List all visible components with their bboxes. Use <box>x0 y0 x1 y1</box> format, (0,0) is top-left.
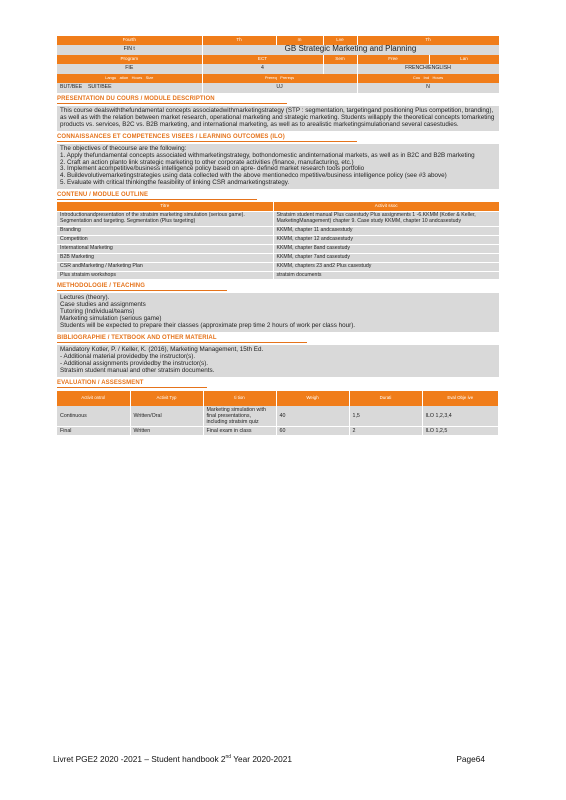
header-label: Fourth <box>57 36 202 45</box>
header-label: Hours <box>131 75 143 80</box>
section-title-presentation: PRESENTATION DU COURS / MODULE DESCRIPTION <box>57 96 287 104</box>
header-label: Lve <box>323 36 357 45</box>
evaluation-cell: Marketing simulation with final presentations, including stratsim quiz <box>203 406 276 427</box>
presentation-paragraph: This course dealswiththefundamental concepts associatedwithmarketingstrategy (STP : segmentation, targetingand positioning Plus competition, branding), as well as with the relation between market research, operational marketing and strategic marketing. Students willapply the theoretical concepts tomarketing products vs. services, B2C vs. B2B marketing, and international marketing, as well as to arealistic marketingsimulationand several casestudies. <box>60 107 495 128</box>
header-label: Program <box>57 55 202 64</box>
table-row <box>57 244 499 253</box>
table-row <box>57 226 499 235</box>
section-title-content: CONTENU / MODULE OUTLINE <box>57 192 257 200</box>
empty-cell <box>323 64 357 74</box>
bibliography-line: Mandatory Kotler, P. / Keller, K. (2016), Marketing Management, 15th Ed. <box>60 345 264 353</box>
header-row-6 <box>57 83 499 93</box>
hours-value: BUT/BEE <box>60 84 83 90</box>
methodology-line: Tutoring (Individual/teams) <box>60 308 135 316</box>
evaluation-cell: 60 <box>276 426 349 435</box>
evaluation-table <box>57 391 499 436</box>
header-label: Lan <box>429 55 499 64</box>
header-label: Prereq <box>264 75 277 80</box>
bibliography-list <box>57 345 499 377</box>
header-label: Langu <box>105 75 117 80</box>
content-topic: CSR andMarketing / Marketing Plan <box>57 262 273 271</box>
header-label: Prereqs <box>280 75 295 80</box>
header-row-3 <box>57 55 499 64</box>
page-footer <box>53 754 485 764</box>
ects-value: 4 <box>202 64 323 74</box>
hours-cell <box>57 83 202 93</box>
evaluation-cell: 40 <box>276 406 349 427</box>
evaluation-cell: 1,5 <box>349 406 422 427</box>
language-value: FRENCH/ENGLISH <box>357 64 499 74</box>
table-row <box>57 426 499 435</box>
outcome-line: 5. Evaluate with critical thinkingthe feasibility of linking CSR andmarketingstrategy. <box>60 179 290 187</box>
table-row <box>57 212 499 227</box>
evaluation-header: Durati <box>349 391 422 406</box>
outcome-line: 1. Apply thefundamental concepts associated withmarketingstrategy, bothondomestic andinternational markets, as well as in B2C and B2B marketing <box>60 151 475 159</box>
header-row-5 <box>57 74 499 83</box>
presentation-text <box>57 106 499 131</box>
evaluation-cell: ILO 1,2,3,4 <box>422 406 499 427</box>
outcome-line: 2. Craft an action planto link strategic marketing to other corporate activities (finance, manufacturing, etc.) <box>60 158 354 166</box>
header-label: Th <box>202 36 276 45</box>
header-row-2 <box>57 45 499 55</box>
table-row <box>57 406 499 427</box>
methodology-line: Marketing simulation (serious game) <box>60 315 162 323</box>
header-label: ECT <box>202 55 323 64</box>
section-title-bibliography: BIBLIOGRAPHIE / TEXTBOOK AND OTHER MATERIAL <box>57 335 307 343</box>
content-header: Titre <box>57 202 273 212</box>
evaluation-cell: ILO 1,2,5 <box>422 426 499 435</box>
evaluation-cell: Written/Oral <box>130 406 203 427</box>
header-row-1 <box>57 36 499 45</box>
header-label <box>202 74 357 83</box>
header-label: m <box>276 36 323 45</box>
evaluation-cell: Written <box>130 426 203 435</box>
course-header-table <box>57 36 500 93</box>
content-topic: Plus stratsim workshops <box>57 271 273 280</box>
evaluation-header-row <box>57 391 499 406</box>
footer-text: Livret PGE2 2020 -2021 – Student handbook 2 <box>53 754 226 764</box>
content-activity: KKMM, chapters 23 and2 Plus casestudy <box>273 262 499 271</box>
content-header: Activit ssoc <box>273 202 499 212</box>
evaluation-header: Eval Obje ive <box>422 391 499 406</box>
course-title: GB Strategic Marketing and Planning <box>202 45 499 55</box>
evaluation-cell: Continuous <box>57 406 130 427</box>
evaluation-header: Weigh <box>276 391 349 406</box>
evaluation-cell: Final exam in class <box>203 426 276 435</box>
outcome-line: The objectives of thecourse are the following: <box>60 144 187 152</box>
header-label: Sem <box>323 55 357 64</box>
section-title-evaluation: EVALUATION / ASSESSMENT <box>57 380 207 388</box>
content-topic: Introductionandpresentation of the stratsim marketing simulation (serious game). Segmentation and targeting. Segmentation (Plus targeting) <box>57 212 273 227</box>
bibliography-line: - Additional assignments providedby the instructor(s). <box>60 359 209 367</box>
content-activity: Stratsim student manual Plus casestudy Plus assignments 1 -6.KKMM (Kotler & Keller, MarketingManagement) chapter 9. Case study KKMM, chapter 10 andcasestudy <box>273 212 499 227</box>
methodology-line: Students will be expected to prepare their classes (approximate prep time 2 hours of work per class hour). <box>60 322 356 330</box>
evaluation-cell: 2 <box>349 426 422 435</box>
header-label <box>57 74 202 83</box>
course-code: FIN t <box>57 45 202 55</box>
section-title-methodology: METHODOLOGIE / TEACHING <box>57 283 227 291</box>
header-label: ation <box>119 75 129 80</box>
evaluation-header: Activit Typ <box>130 391 203 406</box>
content-activity: KKMM, chapter 8and casestudy <box>273 244 499 253</box>
footer-text: Year 2020-2021 <box>231 754 292 764</box>
outcome-line: 3. Implement acompetitive/business intelligence policy based on apre- defined market research tools portfolio <box>60 165 365 173</box>
program-value: FIE <box>57 64 202 74</box>
table-row <box>57 262 499 271</box>
methodology-line: Lectures (theory). <box>60 294 110 302</box>
content-topic: Competition <box>57 235 273 244</box>
header-label: Cou <box>412 75 421 80</box>
content-topic: International Marketing <box>57 244 273 253</box>
table-row <box>57 235 499 244</box>
prereq-value: UJ <box>202 83 357 93</box>
bibliography-line: - Additional material providedby the instructor(s). <box>60 352 196 360</box>
header-label: Th <box>357 36 499 45</box>
content-activity: KKMM, chapter 12 andcasestudy <box>273 235 499 244</box>
header-label: Hours <box>432 75 444 80</box>
header-row-4 <box>57 64 499 74</box>
content-activity: KKMM, chapter 11 andcasestudy <box>273 226 499 235</box>
content-topic: B2B Marketing <box>57 253 273 262</box>
header-label <box>357 74 499 83</box>
course-sheet <box>57 36 499 436</box>
methodology-line: Case studies and assignments <box>60 301 146 309</box>
header-label: Free <box>357 55 429 64</box>
footer-sup: nd <box>225 754 232 761</box>
table-row <box>57 271 499 280</box>
evaluation-header: ti tion <box>203 391 276 406</box>
hours-value: SUIT/BEE <box>87 84 112 90</box>
outcomes-list <box>57 144 499 189</box>
footer-left <box>53 754 292 764</box>
content-topic: Branding <box>57 226 273 235</box>
content-activity: KKMM, chapter 7and casestudy <box>273 253 499 262</box>
header-label: Size <box>145 75 154 80</box>
methodology-list <box>57 293 499 332</box>
evaluation-header: Activit ontrol <box>57 391 130 406</box>
bibliography-line: Stratsim student manual and other stratsim documents. <box>60 366 215 374</box>
page-number: Page64 <box>456 754 485 764</box>
outcome-line: 4. Buildevolutivemarketingstrategies using data collected with the above mentionedco mpetitive/business intelligence policy (see #3 above) <box>60 172 447 180</box>
evaluation-cell: Final <box>57 426 130 435</box>
content-activity: stratsim documents <box>273 271 499 280</box>
content-table <box>57 202 499 280</box>
ind-value: N <box>357 83 499 93</box>
content-header-row <box>57 202 499 212</box>
header-label: Ind <box>423 75 430 80</box>
section-title-outcomes: CONNAISSANCES ET COMPETENCES VISEES / LEARNING OUTCOMES (ILO) <box>57 134 357 142</box>
table-row <box>57 253 499 262</box>
